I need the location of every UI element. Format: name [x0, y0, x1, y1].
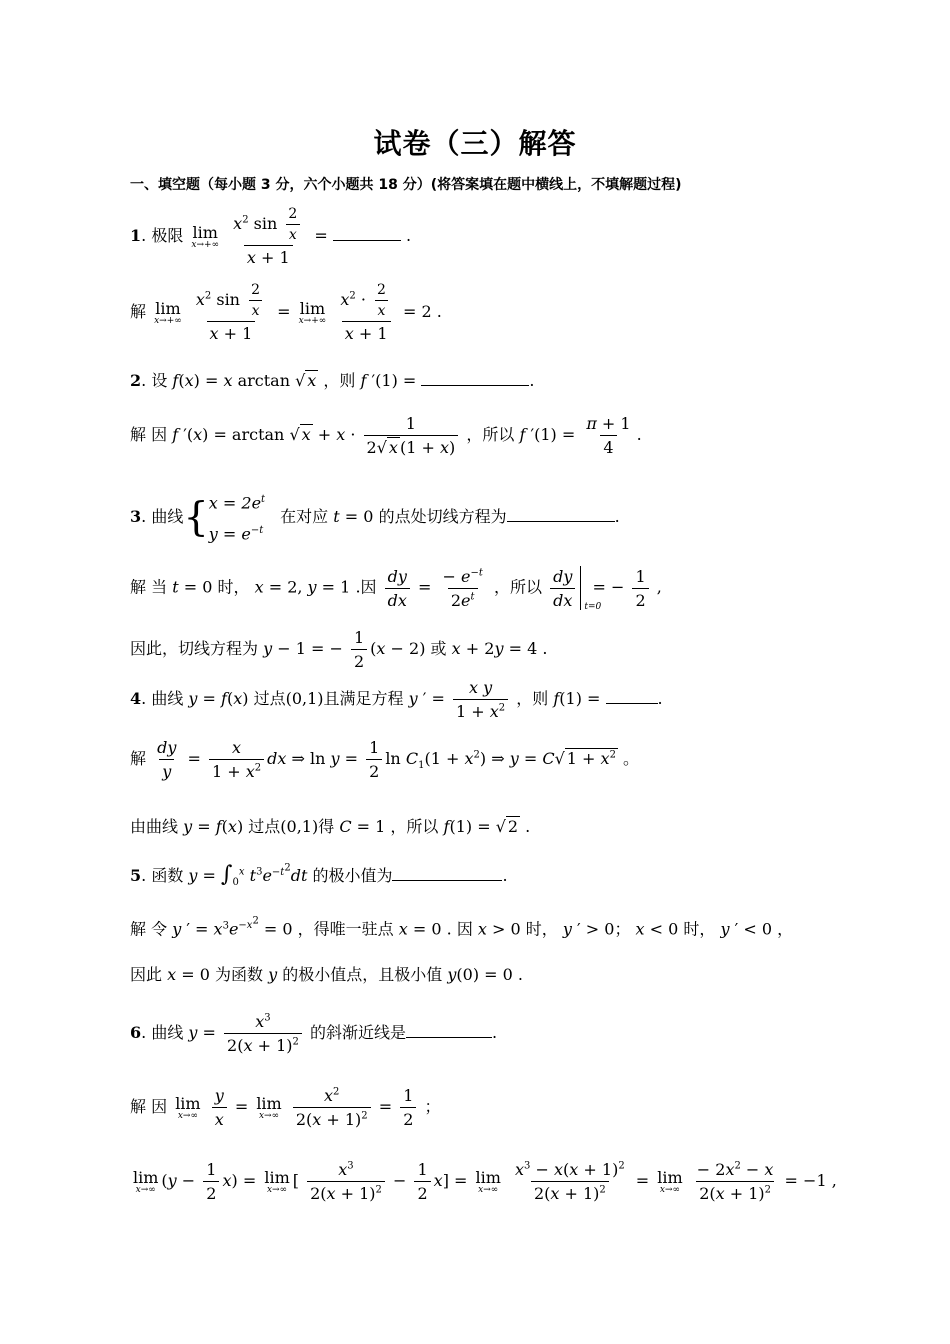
solution-6: 解 因 lim x→∞ $\frac{y}{x}$ = lim x→∞ $\frac{x^2}{2(x + 1)^2}$ = $\frac{1}{2}$ ； [130, 1086, 441, 1129]
solution-3-cont: 因此，切线方程为 y − 1 = − $\frac{1}{2}$ (x − 2) 或 x + 2y = 4 . [130, 628, 548, 671]
solution-4-cont: 由曲线 y = f(x) 过点(0,1)得 C = 1 ，所以 f(1) = √ 2 . [130, 817, 531, 836]
section-heading: 一、填空题（每小题 3 分，六个小题共 18 分）(将答案填在题中横线上，不填解题过程) [130, 177, 682, 193]
problem-2: 2. 设 f(x) = x arctan √ x ，则 f ′(1) = . [130, 371, 535, 390]
problem-6: 6. 曲线 y = $\frac{x^3}{2(x + 1)^2}$ 的斜渐近线是 . [130, 1012, 498, 1055]
solution-4: 解 $\frac{dy}{y}$ = $\frac{x}{1 + x^2}$ dx ⇒ ln y = $\frac{1}{2}$ $\ln C_1(1 + x^2)$ ⇒ y = C√ $1 + x^2$ 。 [130, 738, 640, 781]
problem-4: 4. 曲线 y = f(x) 过点(0,1)且满足方程 y ′ = $\frac{\text{x y}}{1 + x^2}$ ，则 f(1) = . [130, 678, 663, 721]
problem-3: 3. 曲线{ $x = 2e^t$ $y = e^{-t}$ 在对应 t = 0 的点处切线方程为 . [130, 493, 620, 544]
answer-blank [406, 1037, 492, 1038]
answer-blank [606, 703, 658, 704]
solution-5-cont: 因此 x = 0 为函数 y 的极小值点，且极小值 y(0) = 0 . [130, 965, 523, 984]
answer-blank [392, 880, 502, 881]
problem-5: 5. 函数 $y = \int_0^x$ $t^3e^{-t^2}dt$ 的极小值为 . [130, 862, 508, 889]
page-title: 试卷（三）解答 [373, 127, 577, 160]
answer-blank [421, 385, 529, 386]
solution-6-cont: lim x→∞ (y − $\frac{1}{2}$ x) = lim x→∞ [ $\frac{x^3}{2(x + 1)^2}$ − $\frac{1}{2}$ x] = lim x→∞ $\frac{x^3 - x(x + 1)^2}{2(x + 1)^2}$ = lim x→∞ $\frac{- 2x^2 - x}{2(x + 1)^2}$ = −1 , [133, 1160, 837, 1203]
answer-blank [333, 240, 401, 241]
problem-1: 1. 极限 lim x→+∞ $x^2$ sin $\frac{2}{x}$ x + 1 = . [130, 206, 412, 267]
answer-blank [507, 521, 615, 522]
solution-3: 解 当 t = 0 时， x = 2, y = 1 .因 $\frac{dy}{dx}$ = $\frac{- e^{-t}}{2e^t}$ ，所以 $\frac{dy}{dx}$ t=0 = − $\frac{1}{2}$ , [130, 566, 662, 612]
solution-5: 解 令 y ′ = $x^3e^{-x^2} = 0$ ，得唯一驻点 x = 0 . 因 x > 0 时， y ′ > 0； x < 0 时， y ′ < 0 ， [130, 916, 794, 939]
solution-1: 解 lim x→+∞ $x^2$ sin $\frac{2}{x}$ x + 1 = lim x→+∞ $x^2$ · $\frac{2}{x}$ x + 1 = 2 . [130, 282, 442, 343]
solution-2: 解 因 f ′(x) = arctan √ x + x · $\frac{1}{2√ x (1 + x)}$ ，所以 f ′(1) = $\frac{\pi + 1}{4}$ . [130, 414, 642, 457]
